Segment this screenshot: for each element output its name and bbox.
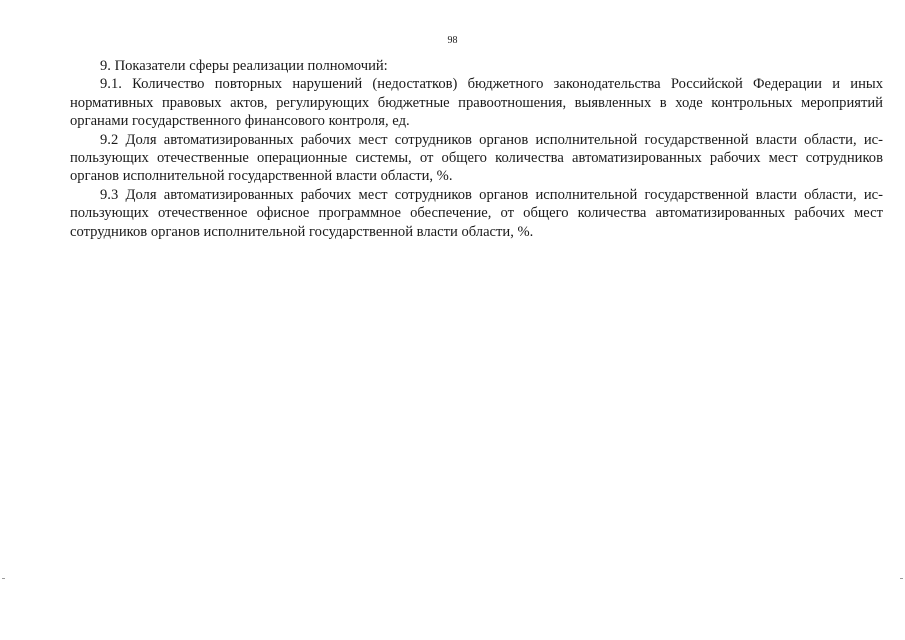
indicator-paragraph-9-2: 9.2 Доля автоматизированных рабочих мест сотрудников органов исполнительной государственной власти области, использующих отечественные операционные системы, от общего количества автоматизированных рабочих мест сотрудников органов исполнительной государственной власти области, %. — [70, 131, 883, 185]
section-heading: 9. Показатели сферы реализации полномочий: — [100, 58, 388, 74]
section-content — [70, 57, 883, 241]
right-edge-mark — [900, 578, 903, 579]
left-edge-mark — [2, 578, 5, 579]
indicator-paragraph-9-1: 9.1. Количество повторных нарушений (недостатков) бюджетного законодательства Российской Федерации и иных нормативных правовых актов, регулирующих бюджетные правоотношения, выявленных в ходе контрольных мероприятий органами государственного финансового контроля, ед. — [70, 76, 883, 130]
indicator-paragraph-9-3: 9.3 Доля автоматизированных рабочих мест сотрудников органов исполнительной государственной власти области, использующих отечественное офисное программное обеспечение, от общего количества автоматизированных рабочих мест сотрудников органов исполнительной государственной власти области, %. — [70, 186, 883, 240]
page-number: 98 — [447, 35, 458, 46]
